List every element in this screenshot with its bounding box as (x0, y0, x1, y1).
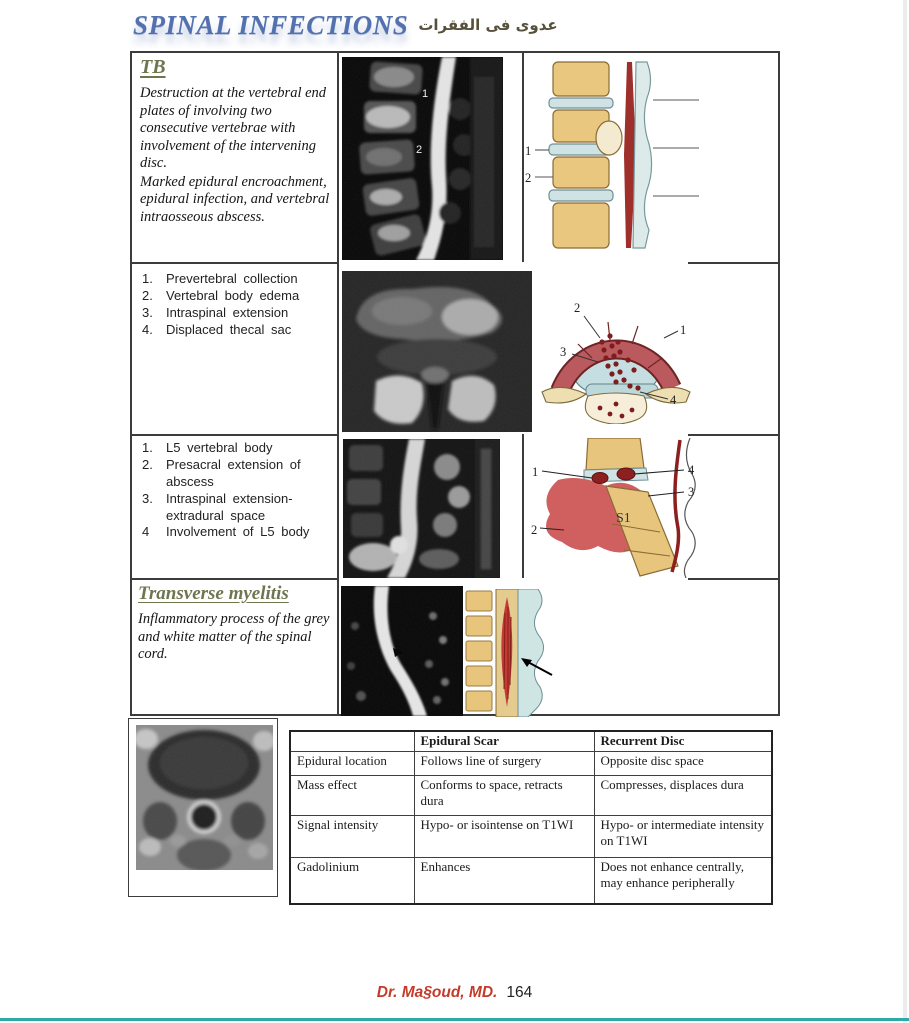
tb-paragraph-1: Destruction at the vertebral end plates of involving two consecutive vertebrae with involvement of the intervening disc. (140, 85, 327, 172)
findings-list-2 (142, 440, 334, 541)
diagram3-label-2: 2 (531, 523, 538, 537)
page-footer (0, 984, 909, 1002)
page-title-english: SPINAL INFECTIONS (133, 10, 409, 40)
diagram-transverse-myelitis (464, 589, 556, 717)
table-border-top (130, 51, 780, 53)
mri1-label-1: 1 (422, 88, 429, 100)
diagram-axial-abscess (540, 296, 692, 424)
page-edge-strip (903, 0, 907, 1023)
table-header-row (290, 731, 772, 752)
row-header: Epidural location (290, 752, 414, 776)
mri-axial-pelvis (342, 271, 532, 432)
myelitis-heading: Transverse myelitis (138, 583, 289, 604)
diagram2-label-3: 3 (560, 345, 567, 359)
row-header: Signal intensity (290, 816, 414, 858)
row-divider-1-right (688, 262, 780, 264)
list-item: 4. Displaced thecal sac (142, 321, 292, 337)
table-cell: Enhances (414, 858, 594, 904)
list-item: 4 Involvement of L5 body (142, 524, 310, 540)
findings-list-1 (142, 271, 334, 339)
table-border-left (130, 51, 132, 715)
table-row (290, 858, 772, 904)
comparison-table (289, 730, 773, 905)
diagram2-label-1: 1 (680, 323, 687, 337)
row-divider-3-right (688, 578, 780, 580)
row-divider-1-left (130, 262, 337, 264)
row-divider-2-left (130, 434, 337, 436)
diagram2-label-4: 4 (670, 393, 677, 407)
tb-cell (140, 56, 336, 226)
row-header: Mass effect (290, 776, 414, 816)
mri1-label-2: 2 (416, 144, 423, 156)
diagram-presacral-abscess (528, 438, 700, 578)
mri-sagittal-thoracic (341, 586, 463, 716)
table-cell: Does not enhance centrally, may enhance peripherally (594, 858, 772, 904)
tb-paragraph-2: Marked epidural encroachment, epidural infection, and vertebral intraosseous abscess. (140, 173, 330, 225)
mri-axial-lumbar-t1 (136, 725, 273, 870)
diagram3-label-1: 1 (532, 465, 539, 479)
thecal-sac-shape (633, 62, 652, 248)
diagram-spondylodiscitis (523, 60, 701, 250)
list-item: 3. Intraspinal extension (142, 304, 289, 320)
table-row (290, 776, 772, 816)
tb-heading: TB (140, 56, 166, 78)
list-item: 2. Presacral extension of abscess (142, 456, 301, 489)
mri-sagittal-t2-lumbar (342, 57, 503, 260)
list-item: 3. Intraspinal extension- extradural space (142, 490, 293, 523)
table-divider-col2-row3 (522, 434, 524, 578)
row-divider-2-right (688, 434, 780, 436)
corner-cell (290, 731, 414, 752)
mri-sagittal-lumbosacral (343, 439, 500, 578)
col-header-recurrent-disc: Recurrent Disc (594, 731, 772, 752)
footer-author: Dr. Ma§oud, MD. (376, 984, 498, 1001)
list-item: 1. Prevertebral collection (142, 271, 298, 286)
diagram1-label-2: 2 (525, 171, 532, 185)
row-divider-3-left (130, 578, 337, 580)
table-border-right (778, 51, 780, 715)
list-item: 1. L5 vertebral body (142, 440, 273, 455)
myelitis-paragraph: Inflammatory process of the grey and white matter of the spinal cord. (138, 611, 330, 663)
diagram3-s1-label: S1 (616, 511, 631, 526)
diagram3-label-4: 4 (688, 463, 695, 477)
myelitis-cell (138, 583, 334, 664)
bottom-accent-bar (0, 1018, 909, 1021)
footer-page-number: 164 (506, 984, 533, 1001)
page-title (133, 10, 558, 41)
table-row (290, 816, 772, 858)
table-cell: Opposite disc space (594, 752, 772, 776)
row-header: Gadolinium (290, 858, 414, 904)
col-header-epidural-scar: Epidural Scar (414, 731, 594, 752)
table-cell: Hypo- or intermediate intensity on T1WI (594, 816, 772, 858)
list-item: 2. Vertebral body edema (142, 287, 300, 303)
table-cell: Compresses, displaces dura (594, 776, 772, 816)
table-cell: Follows line of surgery (414, 752, 594, 776)
page-title-arabic: عدوى فى الفقرات (418, 16, 558, 34)
table-cell: Conforms to space, retracts dura (414, 776, 594, 816)
table-divider-col1 (337, 51, 339, 715)
diagram3-label-3: 3 (688, 485, 695, 499)
diagram2-label-2: 2 (574, 301, 581, 315)
table-cell: Hypo- or isointense on T1WI (414, 816, 594, 858)
table-row (290, 752, 772, 776)
diagram1-label-1: 1 (525, 144, 532, 158)
